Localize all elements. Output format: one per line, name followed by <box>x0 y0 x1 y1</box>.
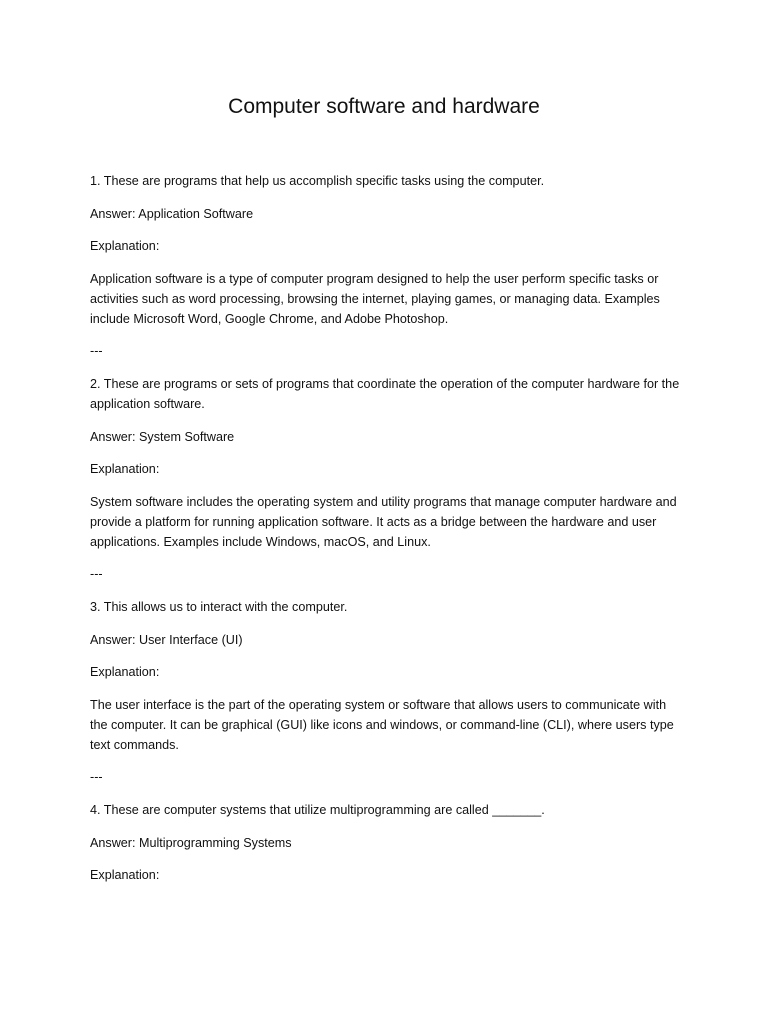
explanation-3: The user interface is the part of the operating system or software that allows users to communicate with the computer. It can be graphical (GUI) like icons and windows, or command-line (CLI), where users type text commands. <box>90 697 674 752</box>
explanation-label-1: Explanation: <box>90 239 160 253</box>
question-4: 4. These are computer systems that utilize multiprogramming are called _______. <box>90 803 545 817</box>
answer-1: Answer: Application Software <box>90 206 254 221</box>
explanation-2: System software includes the operating system and utility programs that manage computer hardware and provide a platform for running application software. It acts as a bridge between the hardware and user applications. Examples include Windows, macOS, and Linux. <box>90 494 677 549</box>
explanation-1: Application software is a type of computer program designed to help the user perform specific tasks or activities such as word processing, browsing the internet, playing games, or managing data. Examples include Microsoft Word, Google Chrome, and Adobe Photoshop. <box>90 271 660 326</box>
document-title: Computer software and hardware <box>228 95 540 118</box>
explanation-label-2: Explanation: <box>90 462 160 476</box>
question-1: 1. These are programs that help us accomplish specific tasks using the computer. <box>90 174 545 188</box>
separator-2: --- <box>90 567 103 581</box>
separator-3: --- <box>90 770 103 784</box>
question-2: 2. These are programs or sets of programs that coordinate the operation of the computer hardware for the application software. <box>90 377 680 411</box>
answer-3: Answer: User Interface (UI) <box>90 632 243 647</box>
document-body <box>90 171 682 898</box>
question-3: 3. This allows us to interact with the computer. <box>90 600 348 614</box>
answer-2: Answer: System Software <box>90 429 235 444</box>
separator-1: --- <box>90 344 103 358</box>
explanation-label-3: Explanation: <box>90 665 160 679</box>
answer-4: Answer: Multiprogramming Systems <box>90 835 292 850</box>
explanation-label-4: Explanation: <box>90 868 160 882</box>
